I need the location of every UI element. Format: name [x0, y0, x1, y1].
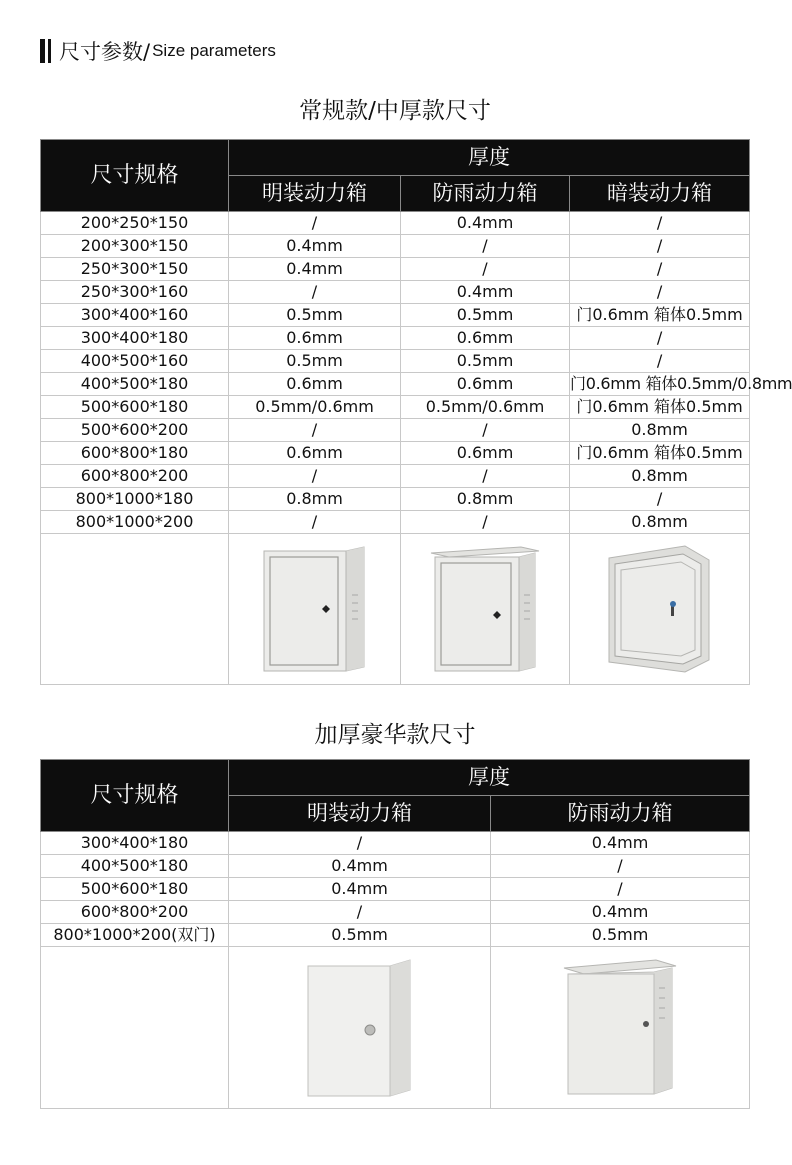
thickness-cell: 门0.6mm 箱体0.5mm — [570, 396, 750, 419]
concealed-box-image — [605, 544, 715, 674]
thickness-cell: / — [570, 212, 750, 235]
page-title-cn: 尺寸参数/ — [59, 40, 151, 64]
thickness-cell: / — [401, 511, 570, 534]
table-row — [41, 304, 750, 327]
thickness-cell: 0.5mm — [229, 304, 401, 327]
luxury-surface-box-image — [304, 958, 416, 1098]
thickness-cell: 0.8mm — [570, 419, 750, 442]
thickness-cell: 0.5mm/0.6mm — [229, 396, 401, 419]
thickness-cell: 0.6mm — [401, 442, 570, 465]
surface-box-image-cell — [229, 947, 491, 1109]
thickness-cell: / — [229, 832, 491, 855]
table-row — [41, 878, 750, 901]
surface-mount-box-image — [260, 545, 370, 673]
title-bar-icon — [40, 39, 45, 63]
size-spec-cell: 600*800*200 — [41, 465, 229, 488]
table-row — [41, 442, 750, 465]
table-row — [41, 235, 750, 258]
thickness-cell: / — [570, 488, 750, 511]
spec-column-header: 尺寸规格 — [41, 760, 229, 832]
size-spec-cell: 300*400*180 — [41, 832, 229, 855]
luxury-size-table — [40, 759, 750, 1109]
size-spec-cell: 500*600*180 — [41, 396, 229, 419]
thickness-cell: 0.8mm — [570, 465, 750, 488]
thickness-cell: 0.4mm — [401, 281, 570, 304]
table-row — [41, 258, 750, 281]
size-spec-cell: 250*300*160 — [41, 281, 229, 304]
table-row — [41, 396, 750, 419]
table-row — [41, 901, 750, 924]
size-spec-cell: 400*500*180 — [41, 373, 229, 396]
thickness-cell: / — [570, 235, 750, 258]
thickness-cell: 门0.6mm 箱体0.5mm/0.8mm — [570, 373, 750, 396]
thickness-column-header: 厚度 — [229, 760, 750, 796]
thickness-cell: 0.4mm — [491, 901, 750, 924]
size-spec-cell: 250*300*150 — [41, 258, 229, 281]
type-header-surface: 明装动力箱 — [229, 176, 401, 212]
thickness-cell: / — [229, 212, 401, 235]
thickness-cell: 0.6mm — [229, 327, 401, 350]
table-row — [41, 373, 750, 396]
thickness-cell: 0.4mm — [229, 878, 491, 901]
thickness-cell: 0.8mm — [229, 488, 401, 511]
table-row — [41, 281, 750, 304]
thickness-cell: 0.6mm — [401, 373, 570, 396]
luxury-size-table-body — [41, 832, 750, 947]
thickness-cell: 0.8mm — [401, 488, 570, 511]
empty-cell — [41, 534, 229, 685]
size-spec-cell: 500*600*200 — [41, 419, 229, 442]
table-row — [41, 350, 750, 373]
thickness-cell: 0.6mm — [229, 373, 401, 396]
thickness-cell: / — [570, 350, 750, 373]
size-spec-cell: 600*800*180 — [41, 442, 229, 465]
table-row — [41, 419, 750, 442]
spec-column-header: 尺寸规格 — [41, 140, 229, 212]
page-title-en: Size parameters — [152, 41, 276, 60]
luxury-rainproof-box-image — [562, 958, 678, 1098]
table-row — [41, 212, 750, 235]
thickness-cell: 0.5mm — [401, 350, 570, 373]
regular-size-table-body — [41, 212, 792, 534]
thickness-cell: 0.4mm — [229, 855, 491, 878]
regular-size-table — [40, 139, 792, 685]
table-row — [41, 488, 750, 511]
rainproof-box-image-cell — [401, 534, 570, 685]
thickness-cell: 0.8mm — [570, 511, 750, 534]
thickness-cell: / — [401, 465, 570, 488]
thickness-cell: 门0.6mm 箱体0.5mm — [570, 442, 750, 465]
rainproof-box-image — [429, 545, 541, 673]
size-spec-cell: 300*400*160 — [41, 304, 229, 327]
thickness-cell: / — [401, 419, 570, 442]
product-image-row — [41, 947, 750, 1109]
thickness-column-header: 厚度 — [229, 140, 750, 176]
type-header-concealed: 暗装动力箱 — [570, 176, 750, 212]
thickness-cell: / — [570, 327, 750, 350]
product-image-row — [41, 534, 750, 685]
table-row — [41, 855, 750, 878]
thickness-cell: / — [570, 281, 750, 304]
table-row — [41, 465, 750, 488]
thickness-cell: / — [229, 281, 401, 304]
size-spec-cell: 800*1000*200 — [41, 511, 229, 534]
size-spec-cell: 500*600*180 — [41, 878, 229, 901]
type-header-rainproof: 防雨动力箱 — [491, 796, 750, 832]
thickness-cell: / — [229, 511, 401, 534]
size-spec-cell: 400*500*160 — [41, 350, 229, 373]
thickness-cell: / — [491, 878, 750, 901]
thickness-cell: 0.6mm — [229, 442, 401, 465]
thickness-cell: 门0.6mm 箱体0.5mm — [570, 304, 750, 327]
thickness-cell: 0.5mm — [229, 350, 401, 373]
size-spec-cell: 200*300*150 — [41, 235, 229, 258]
thickness-cell: / — [570, 258, 750, 281]
thickness-cell: 0.4mm — [401, 212, 570, 235]
concealed-box-image-cell — [570, 534, 750, 685]
section2-title: 加厚豪华款尺寸 — [314, 722, 476, 748]
thickness-cell: / — [229, 465, 401, 488]
thickness-cell: / — [401, 258, 570, 281]
type-header-rainproof: 防雨动力箱 — [401, 176, 570, 212]
thickness-cell: 0.4mm — [229, 235, 401, 258]
thickness-cell: / — [229, 419, 401, 442]
size-spec-cell: 600*800*200 — [41, 901, 229, 924]
section1-title: 常规款/中厚款尺寸 — [299, 98, 491, 124]
thickness-cell: 0.5mm/0.6mm — [401, 396, 570, 419]
thickness-cell: 0.5mm — [229, 924, 491, 947]
thickness-cell: / — [491, 855, 750, 878]
empty-cell — [41, 947, 229, 1109]
thickness-cell: 0.5mm — [491, 924, 750, 947]
table-row — [41, 327, 750, 350]
type-header-surface: 明装动力箱 — [229, 796, 491, 832]
thickness-cell: 0.4mm — [491, 832, 750, 855]
table-row — [41, 511, 750, 534]
size-spec-cell: 300*400*180 — [41, 327, 229, 350]
rainproof-box-image-cell — [491, 947, 750, 1109]
surface-box-image-cell — [229, 534, 401, 685]
page-header — [40, 36, 276, 66]
size-spec-cell: 800*1000*200(双门) — [41, 924, 229, 947]
thickness-cell: / — [401, 235, 570, 258]
table-row — [41, 832, 750, 855]
thickness-cell: 0.5mm — [401, 304, 570, 327]
thickness-cell: 0.6mm — [401, 327, 570, 350]
table-row — [41, 924, 750, 947]
title-bar-icon — [48, 39, 51, 63]
thickness-cell: / — [229, 901, 491, 924]
size-spec-cell: 400*500*180 — [41, 855, 229, 878]
size-spec-cell: 800*1000*180 — [41, 488, 229, 511]
size-spec-cell: 200*250*150 — [41, 212, 229, 235]
thickness-cell: 0.4mm — [229, 258, 401, 281]
